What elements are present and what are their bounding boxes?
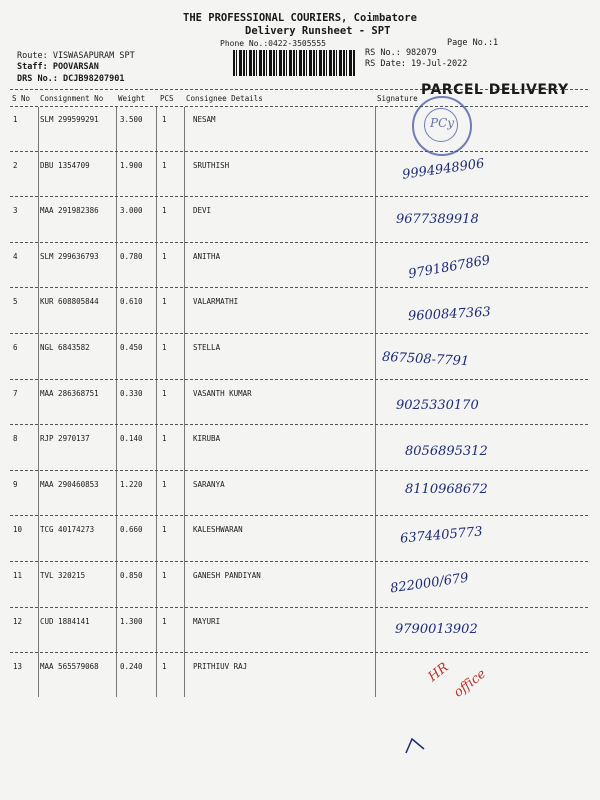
- row-weight: 0.330: [120, 388, 143, 398]
- row-consignee-name: ANITHA: [193, 251, 221, 261]
- row-pcs: 1: [162, 434, 167, 444]
- row-consignee-name: KALESHWARAN: [193, 525, 243, 535]
- row-signature-phone: 8056895312: [405, 444, 488, 459]
- rs-date: RS Date: 19-Jul-2022: [365, 59, 468, 69]
- row-separator: [10, 242, 588, 243]
- row-separator: [10, 287, 588, 288]
- company-name: THE PROFESSIONAL COURIERS, Coimbatore: [183, 12, 417, 24]
- row-separator: [10, 379, 588, 380]
- col-sno: S No: [12, 94, 31, 103]
- row-sno: 5: [13, 297, 18, 307]
- row-consignee-name: SARANYA: [193, 479, 225, 489]
- row-consignment-no: MAA 290460853: [40, 479, 99, 489]
- row-signature-phone: 9025330170: [396, 398, 479, 413]
- row-consignee-name: KIRUBA: [193, 434, 221, 444]
- row-pcs: 1: [162, 206, 167, 216]
- row-weight: 0.450: [120, 343, 143, 352]
- row-consignee-name: PRITHIUV RAJ: [193, 662, 248, 672]
- row-sno: 9: [13, 479, 18, 489]
- row-consignee-name: MAYURI: [193, 616, 221, 626]
- barcode: [233, 50, 355, 76]
- red-annotation-hr: HR: [425, 660, 452, 685]
- route-label: Route: VISWASAPURAM SPT: [17, 51, 135, 61]
- row-separator: [10, 151, 588, 152]
- row-pcs: 1: [162, 388, 167, 398]
- row-signature-phone: 6374405773: [399, 524, 484, 547]
- row-signature-phone: 9790013902: [395, 622, 478, 637]
- row-consignment-no: MAA 286368751: [40, 388, 99, 398]
- col-weight: Weight: [118, 94, 146, 103]
- row-consignment-no: MAA 291982386: [40, 206, 99, 216]
- row-sno: 10: [13, 525, 23, 535]
- header-bottom-rule: [10, 106, 588, 107]
- parcel-delivery-stamp-text: PARCEL DELIVERY: [421, 82, 569, 98]
- row-consignment-no: SLM 299599291: [40, 115, 99, 124]
- row-consignment-no: TCG 40174273: [40, 525, 95, 535]
- col-consignment: Consignment No: [40, 94, 104, 103]
- row-consignment-no: TVL 320215: [40, 571, 86, 580]
- row-consignee-name: VALARMATHI: [193, 297, 239, 307]
- row-pcs: 1: [162, 616, 167, 626]
- row-signature-phone: 867508-7791: [381, 349, 470, 370]
- row-consignment-no: RJP 2970137: [40, 434, 90, 444]
- col-pcs: PCS: [160, 94, 174, 103]
- delivery-seal-stamp: PCy: [412, 96, 472, 156]
- page-number: Page No.:1: [447, 38, 499, 48]
- row-pcs: 1: [162, 571, 167, 580]
- row-sno: 8: [13, 434, 18, 444]
- row-pcs: 1: [162, 479, 167, 489]
- row-signature-phone: 9994948906: [401, 156, 486, 183]
- row-pcs: 1: [162, 115, 167, 124]
- row-consignee-name: GANESH PANDIYAN: [193, 571, 261, 580]
- row-sno: 11: [13, 571, 23, 580]
- row-weight: 1.900: [120, 160, 143, 170]
- row-consignment-no: MAA 565579068: [40, 662, 99, 672]
- row-pcs: 1: [162, 251, 167, 261]
- row-consignee-name: DEVI: [193, 206, 212, 216]
- row-sno: 3: [13, 206, 18, 216]
- row-weight: 3.500: [120, 115, 143, 124]
- row-consignment-no: DBU 1354709: [40, 160, 90, 170]
- row-separator: [10, 607, 588, 608]
- row-consignee-name: STELLA: [193, 343, 221, 352]
- row-consignee-name: NESAM: [193, 115, 216, 124]
- row-weight: 0.850: [120, 571, 143, 580]
- row-consignment-no: NGL 6843582: [40, 343, 90, 352]
- col-consignee: Consignee Details: [186, 94, 263, 103]
- row-weight: 0.140: [120, 434, 143, 444]
- row-sno: 13: [13, 662, 23, 672]
- row-sno: 7: [13, 388, 18, 398]
- row-sno: 6: [13, 343, 18, 352]
- row-separator: [10, 424, 588, 425]
- row-signature-phone: 8110968672: [405, 482, 488, 497]
- row-consignment-no: KUR 608805844: [40, 297, 99, 307]
- row-separator: [10, 561, 588, 562]
- pen-mark: [402, 735, 432, 757]
- row-signature-phone: 9791867869: [407, 252, 492, 283]
- staff-label: Staff: POOVARSAN: [17, 62, 99, 72]
- row-separator: [10, 515, 588, 516]
- row-pcs: 1: [162, 662, 167, 672]
- row-consignment-no: CUD 1884141: [40, 616, 90, 626]
- row-weight: 3.000: [120, 206, 143, 216]
- row-weight: 0.610: [120, 297, 143, 307]
- row-consignment-no: SLM 299636793: [40, 251, 99, 261]
- row-sno: 12: [13, 616, 23, 626]
- row-signature-phone: 822000/679: [389, 570, 470, 597]
- row-pcs: 1: [162, 343, 167, 352]
- row-separator: [10, 196, 588, 197]
- row-weight: 0.660: [120, 525, 143, 535]
- row-separator: [10, 470, 588, 471]
- row-signature-phone: 9677389918: [396, 212, 479, 227]
- col-signature: Signature: [377, 94, 418, 103]
- row-pcs: 1: [162, 525, 167, 535]
- row-weight: 1.220: [120, 479, 143, 489]
- row-weight: 1.300: [120, 616, 143, 626]
- row-weight: 0.240: [120, 662, 143, 672]
- phone-number: Phone No.:0422-3505555: [220, 39, 326, 48]
- drs-number: DRS No.: DCJB98207901: [17, 74, 125, 84]
- document-subtitle: Delivery Runsheet - SPT: [245, 25, 391, 37]
- row-separator: [10, 652, 588, 653]
- row-signature-phone: 9600847363: [407, 304, 492, 325]
- row-weight: 0.780: [120, 251, 143, 261]
- row-sno: 1: [13, 115, 18, 124]
- row-pcs: 1: [162, 297, 167, 307]
- red-annotation-office: office: [451, 666, 489, 701]
- row-sno: 2: [13, 160, 18, 170]
- rs-number: RS No.: 982079: [365, 48, 437, 58]
- row-consignee-name: SRUTHISH: [193, 160, 230, 170]
- row-separator: [10, 333, 588, 334]
- row-sno: 4: [13, 251, 18, 261]
- row-pcs: 1: [162, 160, 167, 170]
- row-consignee-name: VASANTH KUMAR: [193, 388, 252, 398]
